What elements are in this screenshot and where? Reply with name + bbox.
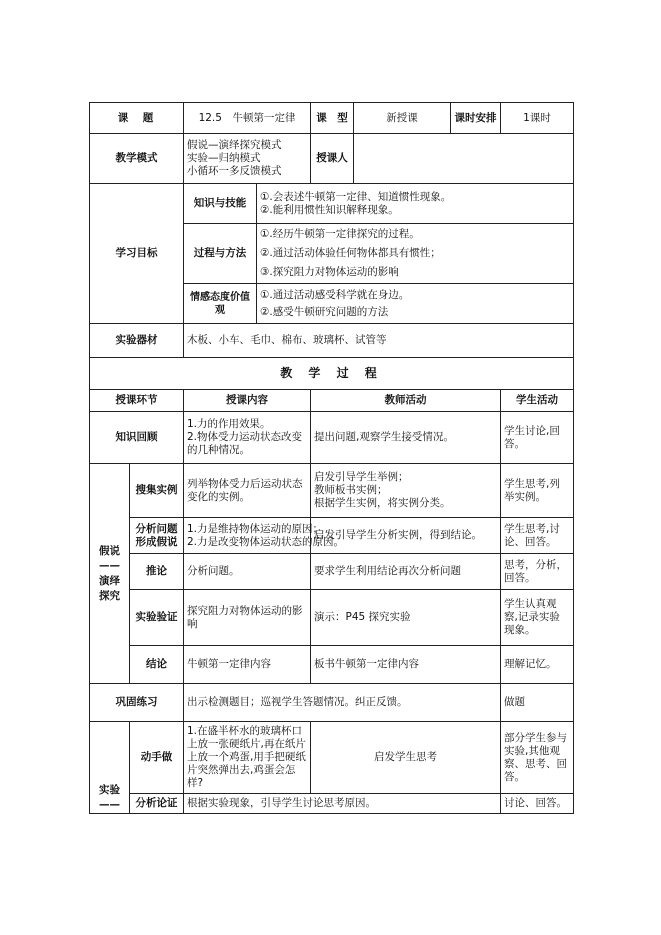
review-content [184,412,311,464]
stage-student: 学生思考,讨论、回答。 [501,518,574,554]
stage-teacher: 要求学生利用结论再次分析问题 [311,554,501,590]
stage-label: 分析论证 [130,794,184,814]
group1-label-line: —— [99,559,120,572]
stage-label: 动手做 [130,722,184,794]
equipment-value: 木板、小车、毛巾、棉布、玻璃杯、试管等 [184,324,574,358]
teacher-line: 教师板书实例； [314,484,388,496]
mode-line: 实验—归纳模式 [187,152,261,164]
stage-content: 列举物体受力后运动状态变化的实例。 [184,464,311,518]
review-teacher: 提出问题,观察学生接受情况。 [311,412,501,464]
review-line: 2.物体受力运动状态改变的几种情况。 [187,431,303,456]
teacher-value [354,134,574,184]
schedule-value: 1课时 [501,103,574,134]
goal-line: ①.经历牛顿第一定律探究的过程。 [260,228,420,240]
stage-student: 理解记忆。 [501,646,574,684]
goal-line: ①.会表述牛顿第一定律、知道惯性现象。 [260,190,452,203]
column-header: 学生活动 [501,390,574,412]
review-label: 知识回顾 [90,412,184,464]
stage-teacher: 板书牛顿第一定律内容 [311,646,501,684]
column-header: 授课内容 [184,390,311,412]
goal-row-label: 知识与技能 [184,184,257,224]
stage-student: 学生思考,列举实例。 [501,464,574,518]
type-label: 课 型 [311,103,354,134]
stage-student: 部分学生参与实验,其他观察、思考、回答。 [501,722,574,794]
group1-label-line: 探究 [99,589,120,602]
topic-value: 12.5 牛顿第一定律 [184,103,311,134]
stage-student: 思考，分析，回答。 [501,554,574,590]
content-line: 2.力是改变物体运动状态的原因。 [187,535,345,548]
group2-label [90,722,130,814]
group1-label-line: 假说 [99,544,120,557]
goal-line: ②.通过活动体验任何物体都具有惯性； [260,247,441,259]
process-title: 教 学 过 程 [90,358,574,390]
stage-label: 分析问题形成假说 [130,518,184,554]
stage-teacher: 演示：P45 探究实验 [311,590,501,646]
teacher-line: 根据学生实例，将实例分类。 [314,497,451,509]
goal-line: ①.通过活动感受科学就在身边。 [260,288,410,301]
review-student: 学生讨论,回答。 [501,412,574,464]
teacher-label: 授课人 [311,134,354,184]
mode-line: 假说—演绎探究模式 [187,139,282,151]
goal-row-label: 情感态度价值观 [184,284,257,324]
mode-label: 教学模式 [90,134,184,184]
goal-line: ③.探究阻力对物体运动的影响 [260,266,399,278]
stage-content: 探究阻力对物体运动的影响 [184,590,311,646]
review-line: 1.力的作用效果。 [187,418,271,430]
stage-content [184,518,345,554]
teacher-line: 启发引导学生举例； [314,471,409,483]
group2-label-line: 实验 [99,784,120,796]
goals-label: 学习目标 [90,184,184,324]
stage-label: 搜集实例 [130,464,184,518]
goal-row-label: 过程与方法 [184,224,257,284]
column-header: 教师活动 [311,390,501,412]
stage-teacher: 启发学生思考 [311,722,501,794]
content-line: 1.力是维持物体运动的原因； [187,522,324,535]
schedule-label: 课时安排 [451,103,501,134]
stage-student: 学生认真观察,记录实验现象。 [501,590,574,646]
type-value: 新授课 [354,103,451,134]
practice-content: 出示检测题目；巡视学生答题情况。纠正反馈。 [184,684,501,722]
stage-label: 实验验证 [130,590,184,646]
goal-line: ②.感受牛顿研究问题的方法 [260,305,389,318]
group1-label-line: 演绎 [99,574,120,587]
stage-content: 根据实验现象，引导学生讨论思考原因。 [184,794,501,814]
stage-content: 分析问题。 [184,554,311,590]
topic-label: 课 题 [90,103,184,134]
goal-row-content [257,184,574,224]
stage-label: 推论 [130,554,184,590]
stage-label: 结论 [130,646,184,684]
practice-student: 做题 [501,684,574,722]
stage-content: 1.在盛半杯水的玻璃杯口上放一张硬纸片,再在纸片上放一个鸡蛋,用手把硬纸片突然弹出去,鸡蛋会怎样? [184,722,311,794]
goal-row-content [257,224,574,284]
practice-label: 巩固练习 [90,684,184,722]
stage-content: 牛顿第一定律内容 [184,646,311,684]
lesson-plan-table [89,102,574,814]
group2-label-line: —— [99,799,120,811]
group1-label [90,464,130,684]
goal-line: ②.能利用惯性知识解释现象。 [260,203,399,216]
stage-teacher: 启发引导学生分析实例，得到结论。 [311,518,501,554]
column-header: 授课环节 [90,390,184,412]
mode-lines [184,134,311,184]
mode-line: 小循环一多反馈模式 [187,165,282,177]
goal-row-content [257,284,574,324]
equipment-label: 实验器材 [90,324,184,358]
stage-teacher [311,464,501,518]
stage-student: 讨论、回答。 [501,794,574,814]
